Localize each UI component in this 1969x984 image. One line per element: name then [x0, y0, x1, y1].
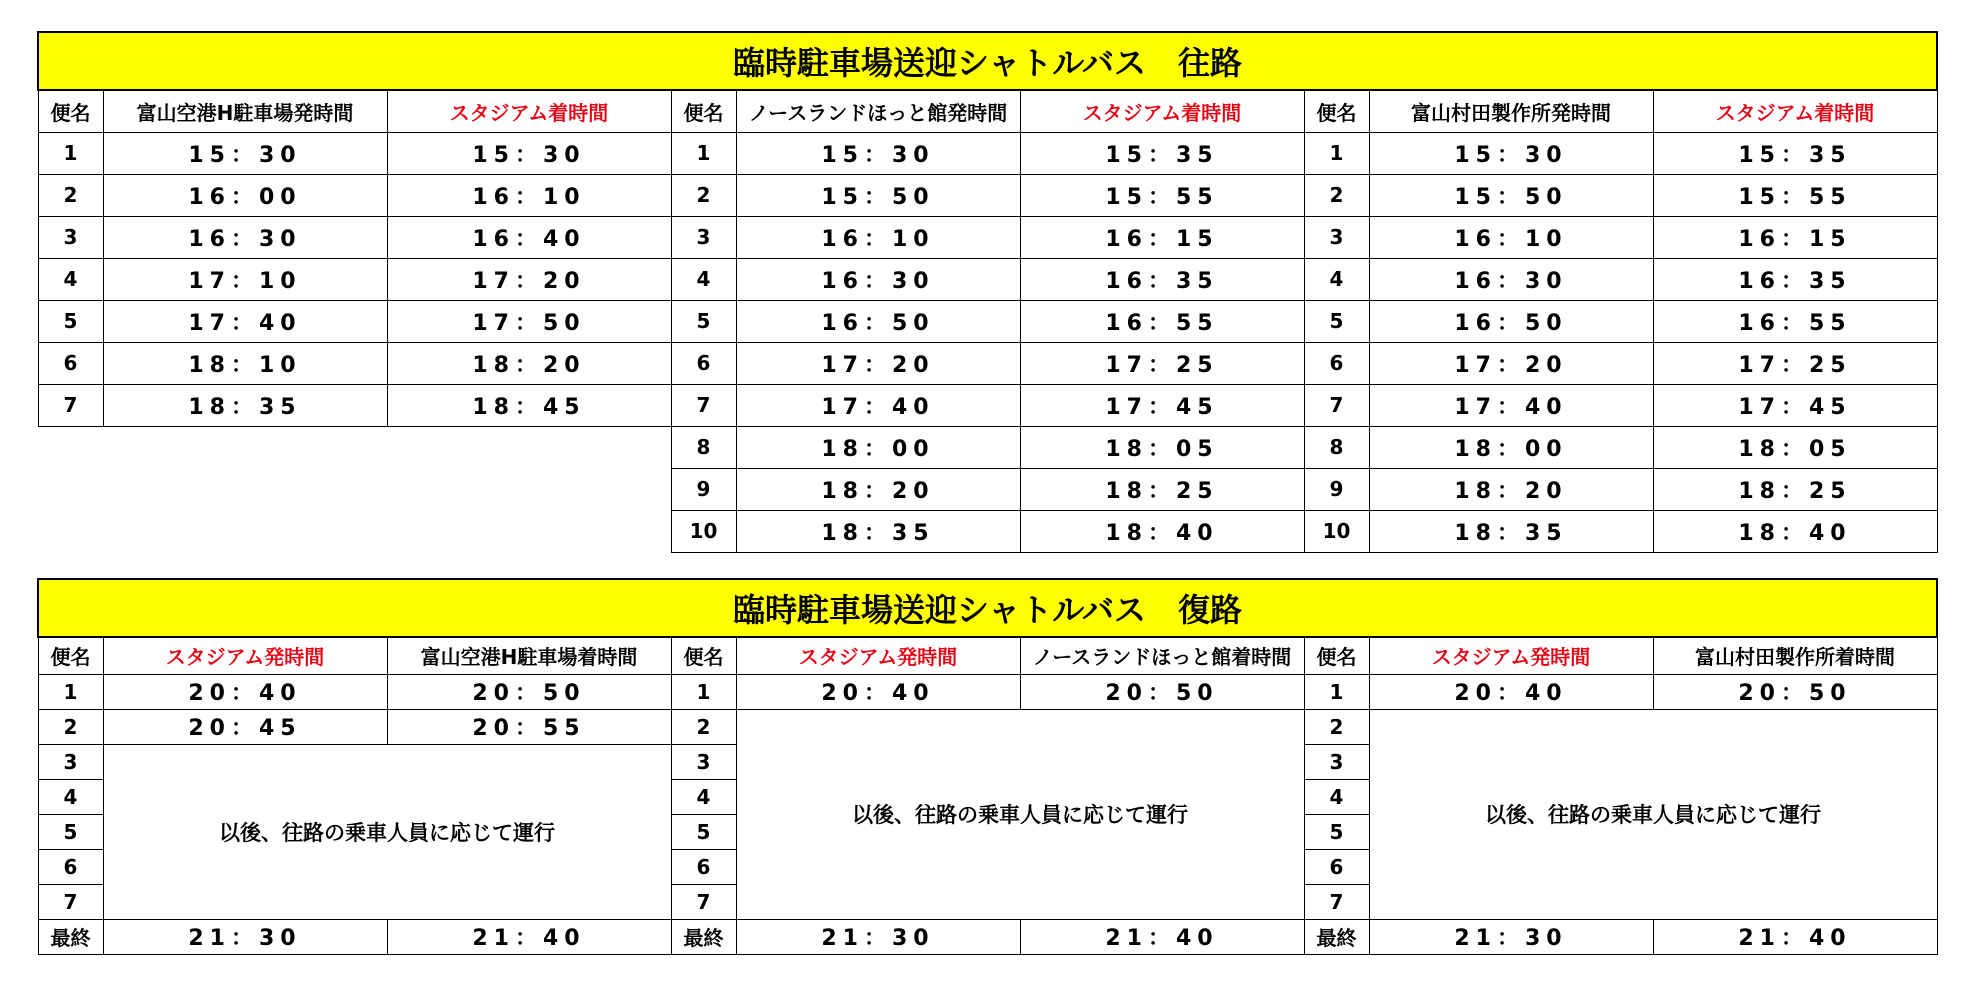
- departure-time: 20：40: [1369, 674, 1653, 709]
- departure-time: 17：40: [1369, 384, 1653, 426]
- return-timetable: [37, 578, 1938, 955]
- departure-time: 17：10: [103, 258, 387, 300]
- trip-number: 最終: [1304, 919, 1369, 954]
- arrival-time: 18：20: [387, 342, 671, 384]
- trip-number: 5: [671, 814, 736, 849]
- departure-time: 15：30: [1369, 132, 1653, 174]
- departure-time: 16：50: [1369, 300, 1653, 342]
- departure-time-header: スタジアム発時間: [1369, 637, 1653, 674]
- departure-time: 15：50: [1369, 174, 1653, 216]
- trip-number: 5: [1304, 814, 1369, 849]
- trip-number: 9: [671, 468, 736, 510]
- arrival-time: 17：45: [1020, 384, 1304, 426]
- last-departure-time: 21：30: [736, 919, 1020, 954]
- on-demand-note: 以後、往路の乗車人員に応じて運行: [103, 744, 671, 919]
- trip-number: 10: [671, 510, 736, 552]
- trip-number: 5: [38, 300, 103, 342]
- departure-time: 17：20: [1369, 342, 1653, 384]
- trip-number: 7: [671, 884, 736, 919]
- trip-number: 2: [671, 709, 736, 744]
- arrival-time: 16：35: [1653, 258, 1937, 300]
- arrival-time: 17：25: [1020, 342, 1304, 384]
- arrival-time: 15：55: [1653, 174, 1937, 216]
- departure-time: 15：30: [736, 132, 1020, 174]
- trip-number-header: 便名: [671, 637, 736, 674]
- trip-number: 3: [38, 216, 103, 258]
- table-row: [38, 342, 1937, 384]
- departure-time: 16：00: [103, 174, 387, 216]
- table-row: [38, 709, 1937, 744]
- trip-number: 10: [1304, 510, 1369, 552]
- trip-number: 7: [38, 884, 103, 919]
- trip-number: 9: [1304, 468, 1369, 510]
- arrival-time: 17：50: [387, 300, 671, 342]
- outbound-title: 臨時駐車場送迎シャトルバス 往路: [38, 32, 1937, 90]
- empty-cell: [38, 468, 671, 510]
- trip-number: 1: [671, 674, 736, 709]
- departure-time: 16：10: [736, 216, 1020, 258]
- table-row: [38, 510, 1937, 552]
- departure-time: 18：35: [736, 510, 1020, 552]
- arrival-time: 18：05: [1020, 426, 1304, 468]
- trip-number: 2: [1304, 709, 1369, 744]
- departure-time-header: 富山村田製作所発時間: [1369, 90, 1653, 132]
- trip-number-header: 便名: [671, 90, 736, 132]
- arrival-time: 16：40: [387, 216, 671, 258]
- empty-cell: [38, 426, 671, 468]
- arrival-time: 15：30: [387, 132, 671, 174]
- table-row: [38, 216, 1937, 258]
- trip-number: 4: [38, 779, 103, 814]
- trip-number: 1: [671, 132, 736, 174]
- trip-number: 8: [1304, 426, 1369, 468]
- trip-number: 1: [38, 132, 103, 174]
- outbound-timetable: [37, 31, 1938, 553]
- departure-time: 16：30: [103, 216, 387, 258]
- trip-number-header: 便名: [1304, 637, 1369, 674]
- trip-number: 6: [671, 849, 736, 884]
- departure-time: 18：10: [103, 342, 387, 384]
- trip-number: 3: [38, 744, 103, 779]
- trip-number: 4: [1304, 779, 1369, 814]
- departure-time: 18：00: [1369, 426, 1653, 468]
- arrival-time: 18：25: [1653, 468, 1937, 510]
- arrival-time: 18：45: [387, 384, 671, 426]
- trip-number: 3: [1304, 744, 1369, 779]
- trip-number: 3: [671, 744, 736, 779]
- arrival-time-header: 富山空港H駐車場着時間: [387, 637, 671, 674]
- arrival-time: 16：15: [1020, 216, 1304, 258]
- table-row: [38, 919, 1937, 954]
- trip-number: 5: [1304, 300, 1369, 342]
- arrival-time-header: スタジアム着時間: [1653, 90, 1937, 132]
- departure-time: 16：10: [1369, 216, 1653, 258]
- arrival-time: 17：25: [1653, 342, 1937, 384]
- departure-time: 18：20: [736, 468, 1020, 510]
- departure-time: 18：00: [736, 426, 1020, 468]
- departure-time: 16：50: [736, 300, 1020, 342]
- arrival-time: 15：55: [1020, 174, 1304, 216]
- trip-number: 4: [671, 258, 736, 300]
- trip-number: 1: [38, 674, 103, 709]
- last-departure-time: 21：30: [1369, 919, 1653, 954]
- last-arrival-time: 21：40: [1653, 919, 1937, 954]
- departure-time: 20：40: [103, 674, 387, 709]
- arrival-time: 16：15: [1653, 216, 1937, 258]
- table-row: [38, 468, 1937, 510]
- departure-time-header: スタジアム発時間: [736, 637, 1020, 674]
- trip-number-header: 便名: [38, 90, 103, 132]
- arrival-time: 16：35: [1020, 258, 1304, 300]
- departure-time: 18：35: [103, 384, 387, 426]
- table-row: [38, 174, 1937, 216]
- arrival-time: 16：10: [387, 174, 671, 216]
- arrival-time: 18：25: [1020, 468, 1304, 510]
- trip-number: 6: [671, 342, 736, 384]
- trip-number: 7: [671, 384, 736, 426]
- arrival-time: 15：35: [1653, 132, 1937, 174]
- arrival-time: 17：20: [387, 258, 671, 300]
- departure-time: 18：20: [1369, 468, 1653, 510]
- departure-time: 17：40: [736, 384, 1020, 426]
- trip-number: 1: [1304, 674, 1369, 709]
- trip-number: 6: [38, 342, 103, 384]
- trip-number: 4: [1304, 258, 1369, 300]
- trip-number-header: 便名: [1304, 90, 1369, 132]
- trip-number: 6: [1304, 342, 1369, 384]
- arrival-time: 18：40: [1020, 510, 1304, 552]
- trip-number: 最終: [38, 919, 103, 954]
- trip-number: 2: [1304, 174, 1369, 216]
- trip-number: 3: [1304, 216, 1369, 258]
- trip-number: 7: [1304, 384, 1369, 426]
- last-arrival-time: 21：40: [387, 919, 671, 954]
- last-arrival-time: 21：40: [1020, 919, 1304, 954]
- table-row: [38, 132, 1937, 174]
- departure-time: 20：40: [736, 674, 1020, 709]
- arrival-time: 20：50: [1653, 674, 1937, 709]
- departure-time: 16：30: [1369, 258, 1653, 300]
- trip-number-header: 便名: [38, 637, 103, 674]
- trip-number: 最終: [671, 919, 736, 954]
- trip-number: 3: [671, 216, 736, 258]
- table-row: [38, 384, 1937, 426]
- trip-number: 8: [671, 426, 736, 468]
- trip-number: 2: [38, 709, 103, 744]
- arrival-time: 18：40: [1653, 510, 1937, 552]
- departure-time: 17：40: [103, 300, 387, 342]
- trip-number: 5: [38, 814, 103, 849]
- on-demand-note: 以後、往路の乗車人員に応じて運行: [736, 709, 1304, 919]
- departure-time: 15：30: [103, 132, 387, 174]
- table-row: [38, 258, 1937, 300]
- arrival-time: 20：50: [387, 674, 671, 709]
- trip-number: 4: [38, 258, 103, 300]
- departure-time: 15：50: [736, 174, 1020, 216]
- departure-time-header: ノースランドほっと館発時間: [736, 90, 1020, 132]
- table-row: [38, 300, 1937, 342]
- trip-number: 7: [38, 384, 103, 426]
- arrival-time-header: 富山村田製作所着時間: [1653, 637, 1937, 674]
- arrival-time-header: ノースランドほっと館着時間: [1020, 637, 1304, 674]
- trip-number: 1: [1304, 132, 1369, 174]
- arrival-time: 15：35: [1020, 132, 1304, 174]
- table-row: [38, 674, 1937, 709]
- arrival-time: 20：50: [1020, 674, 1304, 709]
- trip-number: 6: [1304, 849, 1369, 884]
- arrival-time-header: スタジアム着時間: [1020, 90, 1304, 132]
- departure-time: 17：20: [736, 342, 1020, 384]
- on-demand-note: 以後、往路の乗車人員に応じて運行: [1369, 709, 1937, 919]
- trip-number: 7: [1304, 884, 1369, 919]
- departure-time-header: スタジアム発時間: [103, 637, 387, 674]
- arrival-time: 18：05: [1653, 426, 1937, 468]
- trip-number: 4: [671, 779, 736, 814]
- trip-number: 2: [38, 174, 103, 216]
- departure-time: 18：35: [1369, 510, 1653, 552]
- arrival-time: 17：45: [1653, 384, 1937, 426]
- last-departure-time: 21：30: [103, 919, 387, 954]
- trip-number: 6: [38, 849, 103, 884]
- table-row: [38, 426, 1937, 468]
- trip-number: 5: [671, 300, 736, 342]
- empty-cell: [38, 510, 671, 552]
- arrival-time: 16：55: [1653, 300, 1937, 342]
- arrival-time: 16：55: [1020, 300, 1304, 342]
- departure-time-header: 富山空港H駐車場発時間: [103, 90, 387, 132]
- trip-number: 2: [671, 174, 736, 216]
- departure-time: 20：45: [103, 709, 387, 744]
- departure-time: 16：30: [736, 258, 1020, 300]
- arrival-time-header: スタジアム着時間: [387, 90, 671, 132]
- return-title: 臨時駐車場送迎シャトルバス 復路: [38, 579, 1937, 637]
- arrival-time: 20：55: [387, 709, 671, 744]
